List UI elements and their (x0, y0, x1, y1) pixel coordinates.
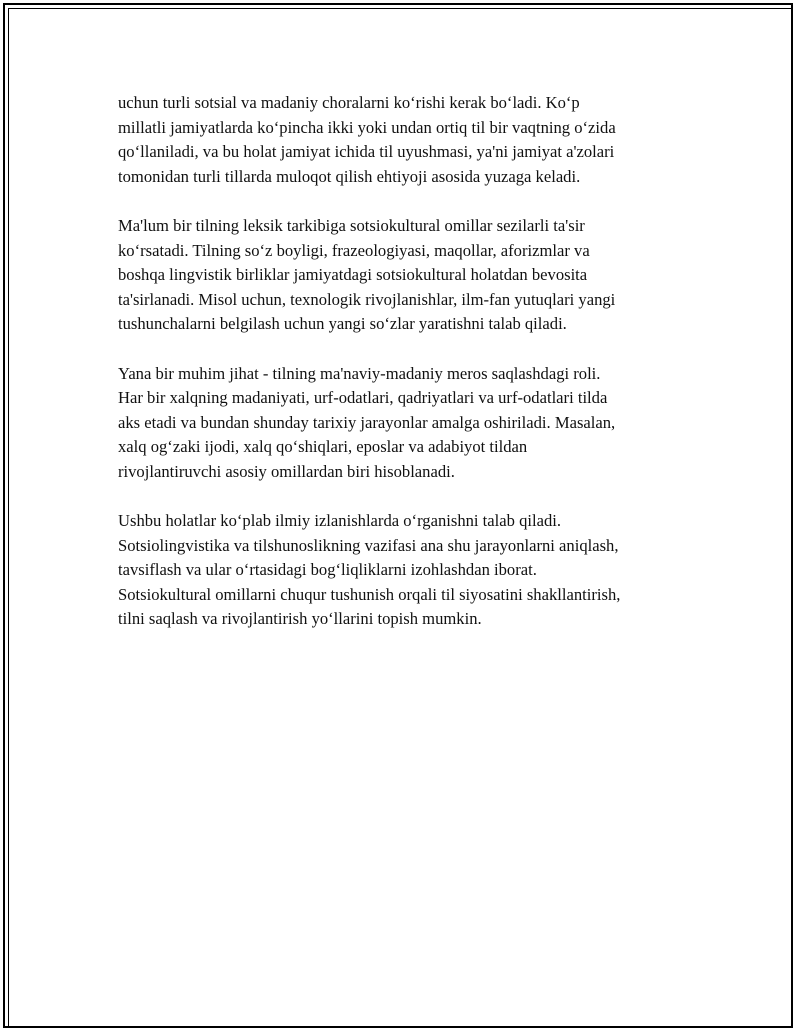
paragraph-1: uchun turli sotsial va madaniy choralarni ko‘rishi kerak bo‘ladi. Ko‘p millatli jamiyatlarda ko‘pincha ikki yoki undan ortiq til bir vaqtning o‘zida qo‘llaniladi, va bu holat jamiyat ichida til uyushmasi, ya'ni jamiyat a'zolari tomonidan turli tillarda muloqot qilish ehtiyoji asosida yuzaga keladi. (118, 93, 616, 186)
paragraph-3: Yana bir muhim jihat - tilning ma'naviy-madaniy meros saqlashdagi roli. Har bir xalqning madaniyati, urf-odatlari, qadriyatlari va urf-odatlari tilda aks etadi va bundan shunday tarixiy jarayonlar amalga oshiriladi. Masalan, xalq og‘zaki ijodi, xalq qo‘shiqlari, eposlar va adabiyot tildan rivojlantiruvchi asosiy omillardan biri hisoblanadi. (118, 363, 616, 481)
paragraph-2: Ma'lum bir tilning leksik tarkibiga sotsiokultural omillar sezilarli ta'sir ko‘rsatadi. Tilning so‘z boyligi, frazeologiyasi, maqollar, aforizmlar va boshqa lingvistik birliklar jamiyatdagi sotsiokultural holatdan bevosita ta'sirlanadi. Misol uchun, texnologik rivojlanishlar, ilm-fan yutuqlari yangi tushunchalarni belgilash uchun yangi so‘zlar yaratishni talab qiladi. (118, 215, 616, 334)
document-body (118, 91, 688, 657)
paragraph-4: Ushbu holatlar ko‘plab ilmiy izlanishlarda o‘rganishni talab qiladi. Sotsiolingvistika va tilshunoslikning vazifasi ana shu jarayonlarni aniqlash, tavsiflash va ular o‘rtasidagi bog‘liqliklarni izohlashdan iborat. Sotsiokultural omillarni chuqur tushunish orqali til siyosatini shakllantirish, tilni saqlash va rivojlantirish yo‘llarini topish mumkin. (118, 511, 621, 629)
